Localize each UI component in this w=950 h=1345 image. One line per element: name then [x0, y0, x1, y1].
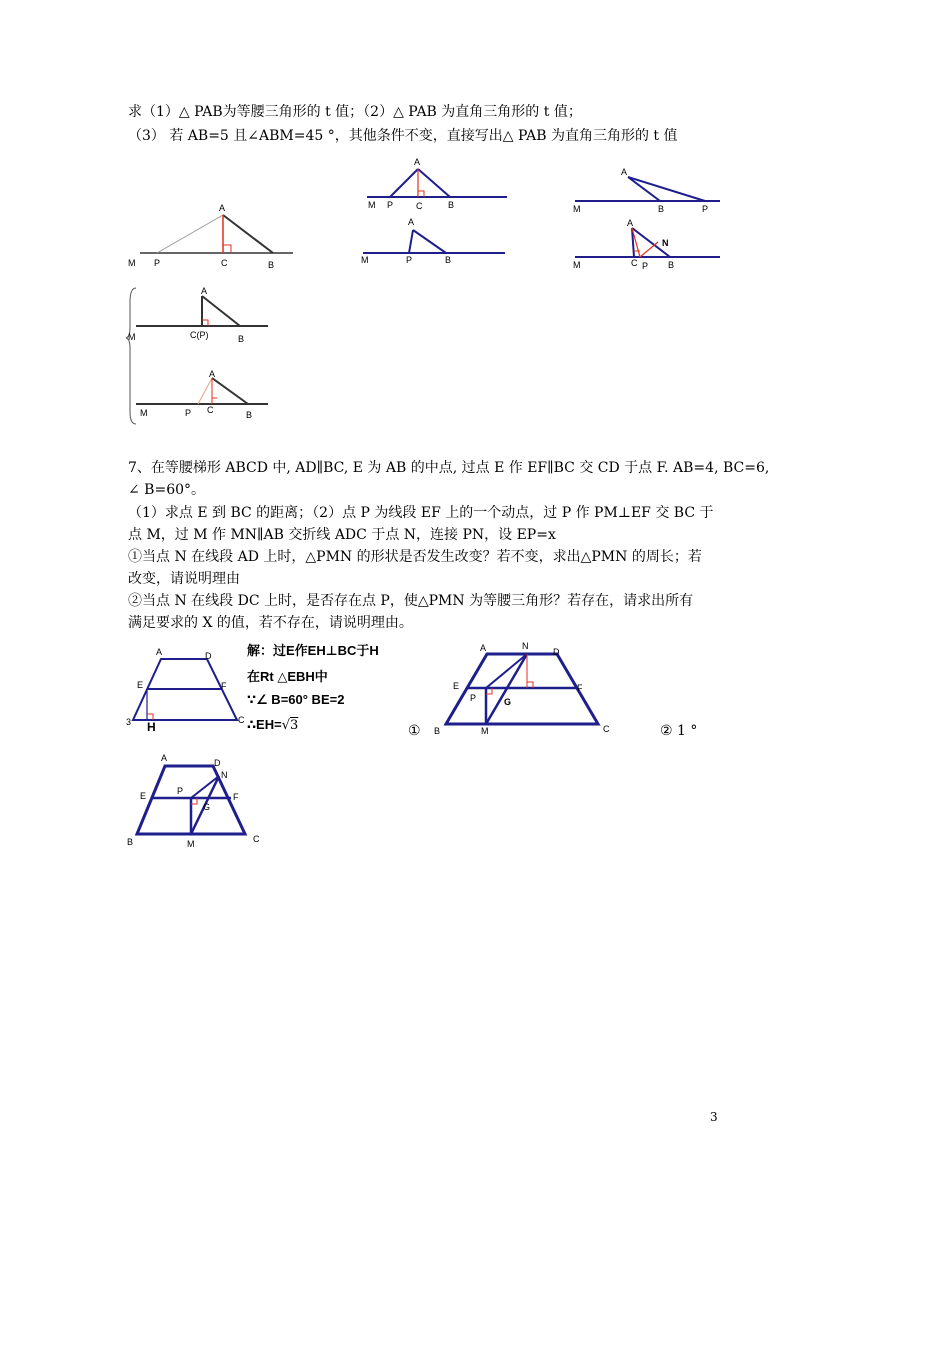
label-a: A	[209, 369, 216, 379]
label-c: C	[221, 258, 228, 268]
sqrt-value: 3	[290, 718, 299, 733]
label-a: A	[414, 157, 421, 167]
label-b: B	[448, 200, 455, 210]
page-number: 3	[710, 1110, 718, 1124]
solution-line-2: 在Rt △EBH中	[247, 669, 328, 684]
label-m: M	[573, 204, 581, 214]
solution-line-4	[247, 717, 298, 733]
label-m: M	[573, 260, 581, 270]
label-m: M	[187, 839, 195, 849]
label-g: G	[504, 697, 512, 707]
label-c: C	[253, 834, 260, 844]
label-b: B	[658, 204, 665, 214]
figure-triangle-pab-2	[362, 156, 512, 214]
sqrt-symbol: √3	[281, 718, 299, 733]
label-a: A	[480, 643, 487, 653]
label-m: M	[128, 258, 136, 268]
label-m: M	[481, 726, 489, 736]
label-p: P	[185, 408, 192, 418]
label-d: D	[205, 651, 212, 661]
label-b: B	[668, 260, 675, 270]
label-d: D	[214, 758, 221, 768]
label-b: B	[268, 260, 275, 270]
label-p: P	[642, 261, 649, 271]
figure-triangle-pab-5	[570, 216, 725, 274]
label-p: P	[702, 204, 709, 214]
label-c: C	[238, 715, 245, 725]
label-c: C	[603, 724, 610, 734]
label-p: P	[406, 255, 413, 265]
problem7-line-8: 满足要求的 X 的值，若不存在，请说明理由。	[128, 615, 413, 631]
label-m: M	[128, 332, 136, 342]
label-p: P	[470, 693, 477, 703]
problem7-line-6: 改变，请说明理由	[128, 571, 240, 587]
label-c: C	[416, 201, 423, 211]
solution-line-3: ∵∠ B=60° BE=2	[247, 692, 345, 707]
label-a: A	[219, 203, 226, 213]
label-c: C	[207, 405, 214, 415]
figure-triangle-pab-3	[358, 215, 508, 267]
label-m: M	[368, 200, 376, 210]
label-a: A	[161, 753, 168, 763]
label-m: M	[361, 255, 369, 265]
label-e: E	[140, 791, 147, 801]
label-3: 3	[126, 717, 132, 727]
label-b: B	[127, 837, 134, 847]
case-marker-1: ①	[408, 723, 421, 739]
label-a: A	[621, 167, 628, 177]
label-b: B	[246, 410, 253, 420]
label-d: D	[553, 647, 560, 657]
problem6-question-1-2: 求（1）△ PAB为等腰三角形的 t 值；（2）△ PAB 为直角三角形的 t 值；	[128, 104, 582, 120]
problem7-line-7: ②当点 N 在线段 DC 上时，是否存在点 P，使△PMN 为等腰三角形？若存在，请求出所有	[128, 593, 694, 609]
label-a: A	[408, 217, 415, 227]
solution-line-1: 解：过E作EH⊥BC于H	[247, 643, 379, 658]
problem7-line-4: 点 M，过 M 作 MN∥AB 交折线 ADC 于点 N，连接 PN，设 EP=x	[128, 527, 556, 543]
figure-trapezoid-ebh	[125, 645, 250, 737]
label-g: G	[203, 802, 211, 812]
label-b: B	[238, 334, 245, 344]
label-a: A	[156, 647, 163, 657]
label-b: B	[434, 726, 441, 736]
label-a: A	[201, 286, 208, 296]
solution-eh-label: ∴EH=	[247, 717, 282, 732]
label-c-p: C(P)	[190, 330, 209, 340]
label-f: F	[233, 792, 239, 802]
case-marker-2: ② 1 °	[660, 723, 698, 739]
label-m: M	[140, 408, 148, 418]
label-p: P	[154, 258, 161, 268]
label-n: N	[221, 770, 228, 780]
label-a: A	[627, 218, 634, 228]
label-n: N	[522, 641, 529, 651]
problem6-question-3: （3） 若 AB=5 且∠ABM=45 °，其他条件不变，直接写出△ PAB 为直角三角形的 t 值	[128, 128, 678, 144]
label-h: H	[147, 720, 156, 734]
problem7-line-1: 7、在等腰梯形 ABCD 中, AD∥BC, E 为 AB 的中点, 过点 E 作 EF∥BC 交 CD 于点 F. AB=4, BC=6,	[128, 460, 770, 476]
problem7-line-3: （1）求点 E 到 BC 的距离；（2）点 P 为线段 EF 上的一个动点，过 P 作 PM⊥EF 交 BC 于	[128, 505, 714, 521]
problem7-line-5: ①当点 N 在线段 AD 上时，△PMN 的形状是否发生改变？若不变，求出△PMN 的周长；若	[128, 549, 702, 565]
label-n: N	[662, 238, 669, 248]
label-e: E	[137, 680, 144, 690]
label-e: E	[453, 681, 460, 691]
label-p: P	[177, 786, 184, 796]
figure-cases-group	[120, 282, 275, 430]
label-f: F	[221, 681, 227, 691]
figure-triangle-pab-4	[570, 165, 725, 215]
figure-trapezoid-case-1	[430, 640, 620, 740]
label-p: P	[387, 200, 394, 210]
label-b: B	[445, 255, 452, 265]
label-c: C	[631, 258, 638, 268]
figure-trapezoid-case-2	[125, 748, 265, 850]
label-f: F	[577, 683, 583, 693]
figure-triangle-pab-1	[125, 200, 300, 275]
problem7-line-2: ∠ B=60°。	[128, 482, 206, 498]
